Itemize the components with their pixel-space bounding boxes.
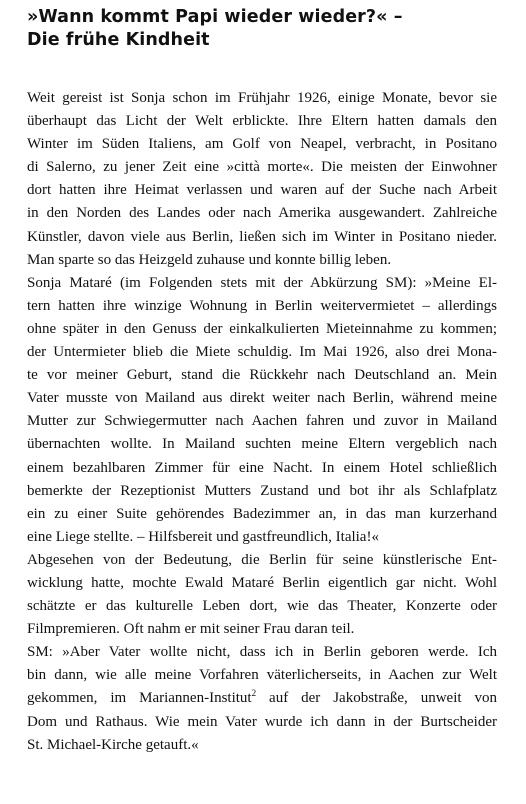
text-line-with-footnote (27, 687, 497, 710)
text-line: Filmpremieren. Oft nahm er mit seiner Frau daran teil. (27, 621, 355, 638)
text-line: der Untermieter blieb die Miete schuldig. Im Mai 1926, also drei Mona- (27, 344, 497, 361)
paragraph-3 (27, 549, 497, 641)
text-line: überhaupt das Licht der Welt erblickte. Ihre Eltern hatten damals den (27, 113, 497, 130)
chapter-title (27, 6, 507, 52)
text-line: Künstler, davon viele aus Berlin, ließen sich im Winter in Positano nieder. (27, 228, 497, 245)
text-line: übernachten wollte. In Mailand suchten meine Eltern vergeblich nach (27, 436, 497, 453)
text-line: di Salerno, zu jener Zeit eine »città morte«. Die meisten der Einwohner (27, 159, 497, 176)
text-line: ein zu einer Suite gehörendes Badezimmer an, in das man kurzerhand (27, 505, 497, 522)
text-line: einem bezahlbaren Zimmer für eine Nacht. In einem Hotel schließlich (27, 459, 497, 476)
text-line: Winter im Süden Italiens, am Golf von Neapel, verbracht, in Positano (27, 136, 497, 153)
text-line: Mutter zur Schwiegermutter nach Aachen fahren und zuvor in Mailand (27, 413, 497, 430)
text-line: ohne später in den Genuss der einkalkulierten Mieteinnahme zu kommen; (27, 320, 497, 337)
text-line: schätzte er das kulturelle Leben dort, wie das Theater, Konzerte oder (27, 598, 497, 615)
text-line: Dom und Rathaus. Wie mein Vater wurde ich dann in der Burtscheider (27, 713, 497, 730)
paragraph-4 (27, 641, 497, 756)
text-line: Vater musste von Mailand aus direkt weiter nach Berlin, während meine (27, 390, 497, 407)
text-line: Man sparte so das Heizgeld zuhause und konnte billig leben. (27, 251, 392, 268)
text-line: in den Norden des Landes oder nach Amerika ausgewandert. Zahlreiche (27, 205, 497, 222)
text-fragment: gekommen, im Mariannen-Institut (27, 690, 252, 707)
text-line: bemerkte der Rezeptionist Mutters Zustand und bot ihr als Schlafplatz (27, 482, 497, 499)
text-line: bin dann, wie alle meine Vorfahren väterlicherseits, in Aachen zur Welt (27, 667, 497, 684)
text-line: Weit gereist ist Sonja schon im Frühjahr 1926, einige Monate, bevor sie (27, 90, 497, 106)
text-line: SM: »Aber Vater wollte nicht, dass ich in Berlin geboren werde. Ich (27, 644, 497, 661)
text-line: te vor meiner Geburt, stand die Rückkehr nach Deutschland an. Mein (27, 367, 497, 384)
paragraph-2 (27, 272, 497, 549)
paragraph-1 (27, 87, 497, 272)
text-fragment: auf der Jakobstraße, unweit von (256, 690, 497, 707)
text-line: wicklung hatte, mochte Ewald Mataré Berlin eigentlich gar nicht. Wohl (27, 574, 497, 591)
footnote-mark[interactable]: 2 (251, 688, 257, 699)
text-line: St. Michael-Kirche getauft.« (27, 736, 199, 753)
text-line: Abgesehen von der Bedeutung, die Berlin für seine künstlerische Ent- (27, 551, 497, 568)
body-text (27, 87, 497, 757)
chapter-title-line-1: »Wann kommt Papi wieder wieder?« – (27, 7, 403, 27)
chapter-title-line-2: Die frühe Kindheit (27, 30, 210, 50)
text-line: Sonja Mataré (im Folgenden stets mit der Abkürzung SM): »Meine El- (27, 274, 497, 291)
text-line: tern hatten ihre winzige Wohnung in Berlin weitervermietet – allerdings (27, 297, 497, 314)
text-line: eine Liege stellte. – Hilfsbereit und gastfreundlich, Italia!« (27, 528, 379, 545)
text-line: dort hatten ihre Heimat verlassen und waren auf der Suche nach Arbeit (27, 182, 497, 199)
